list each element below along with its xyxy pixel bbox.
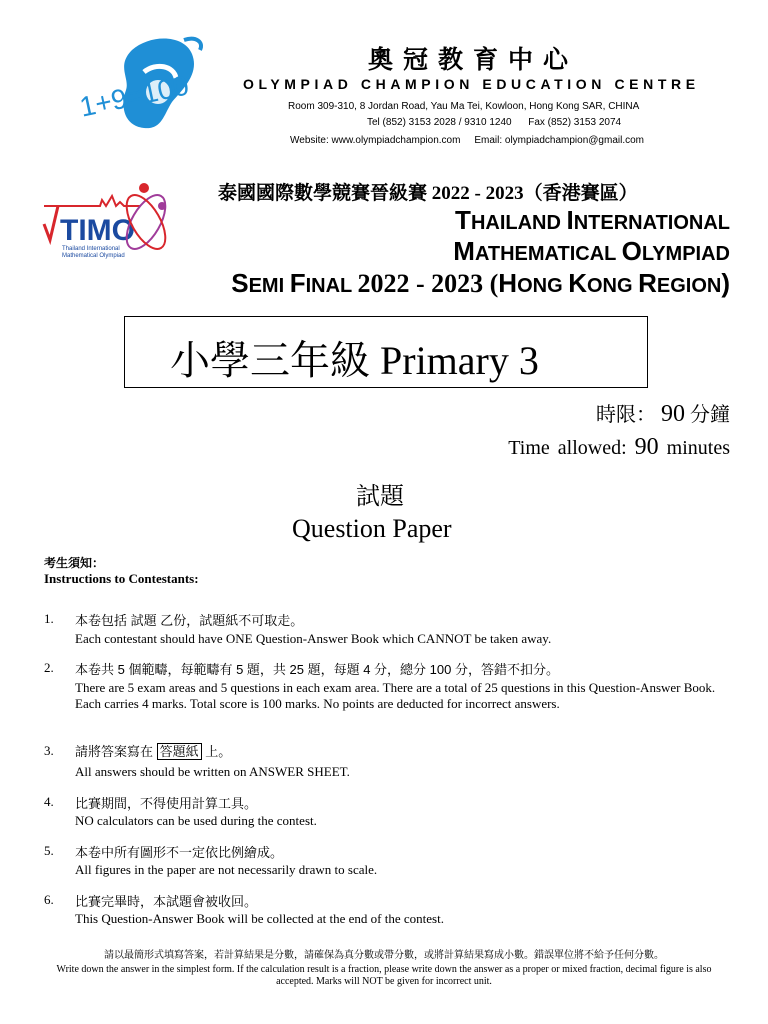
instruction-2-num: 2.: [44, 660, 54, 675]
instruction-6-num: 6.: [44, 892, 54, 907]
instruction-1-num: 1.: [44, 611, 54, 626]
instruction-4-cn: 比賽期間，不得使用計算工具。: [75, 796, 258, 811]
org-name-en: OLYMPIAD CHAMPION EDUCATION CENTRE: [243, 76, 700, 92]
time-cn-value: 90: [661, 401, 685, 427]
instruction-2-en: There are 5 exam areas and 5 questions in each exam area. There are a total of 25 questions in this Question-Answer Book. Each carries 4 marks. Total score is 100 marks. No points are deducted for incorrect answers.: [75, 680, 716, 711]
website-email: Website: www.olympiadchampion.com Email: olympiadchampion@gmail.com: [290, 135, 644, 146]
contest-title-en-line2: MATHEMATICAL OLYMPIAD: [453, 236, 730, 266]
instruction-1-en: Each contestant should have ONE Question-Answer Book which CANNOT be taken away.: [75, 631, 552, 646]
contest-title-en-line1: THAILAND INTERNATIONAL: [455, 205, 730, 235]
time-allowed-cn: [596, 398, 730, 428]
instruction-5-en: All figures in the paper are not necessarily drawn to scale.: [75, 862, 378, 877]
answer-sheet-boxed: 答題紙: [157, 743, 202, 760]
instruction-1-cn: 本卷包括 試題 乙份，試題紙不可取走。: [75, 613, 304, 628]
timo-logo-sub1: Thailand International: [62, 246, 120, 252]
time-cn-label: 時限：: [596, 404, 656, 426]
time-en-label: Time allowed:: [508, 437, 627, 459]
instruction-4-en: NO calculators can be used during the contest.: [75, 813, 317, 828]
timo-logo-text: TIMO: [60, 214, 135, 247]
footer-note-cn: 請以最簡形式填寫答案，若計算結果是分數，請確保為真分數或帶分數，或將計算結果寫成小數。錯誤單位將不給予任何分數。: [104, 950, 664, 961]
instruction-5-num: 5.: [44, 843, 54, 858]
org-name-cn: 奧冠教育中心: [368, 47, 579, 74]
instruction-5-cn: 本卷中所有圖形不一定依比例繪成。: [75, 845, 284, 860]
instructions-heading-en: Instructions to Contestants:: [44, 571, 199, 586]
instruction-3-cn-after: 上。: [205, 744, 232, 759]
contest-title-en-line3: SEMI FINAL 2022 - 2023 (HONG KONG REGION): [231, 268, 730, 298]
time-en-unit: minutes: [666, 437, 730, 459]
instruction-3-num: 3.: [44, 743, 54, 758]
instruction-6-cn: 比賽完畢時，本試題會被收回。: [75, 894, 258, 909]
timo-logo-sub2: Mathematical Olympiad: [62, 253, 125, 259]
olympiad-champion-logo: [72, 32, 232, 132]
logo-formula: 1+9=100: [76, 69, 192, 123]
contest-title-cn: 泰國國際數學競賽晉級賽 2022 - 2023（香港賽區）: [218, 183, 638, 204]
grade-label: 小學三年級 Primary 3: [170, 338, 539, 383]
instruction-3-cn-before: 請將答案寫在: [75, 744, 154, 759]
instruction-3-en: All answers should be written on ANSWER SHEET.: [75, 764, 350, 779]
timo-logo: [40, 176, 188, 266]
time-allowed-en: [508, 434, 730, 461]
instruction-3-cn: [75, 741, 231, 760]
instruction-4-num: 4.: [44, 794, 54, 809]
instruction-2-cn: 本卷共 5 個範疇，每範疇有 5 題，共 25 題，每題 4 分，總分 100 分，答錯不扣分。: [75, 662, 559, 677]
paper-title-cn: 試題: [356, 484, 404, 510]
footer-note-en: Write down the answer in the simplest form. If the calculation result is a fraction, please write down the answer as a proper or mixed fraction, decimal figure is also accepted. Marks will NOT be given for incorrect unit.: [56, 964, 712, 987]
tel-fax: Tel (852) 3153 2028 / 9310 1240 Fax (852) 3153 2074: [367, 117, 622, 128]
time-en-value: 90: [634, 434, 659, 460]
instruction-6-en: This Question-Answer Book will be collected at the end of the contest.: [75, 911, 444, 926]
time-cn-unit: 分鐘: [690, 404, 730, 426]
instructions-heading-cn: 考生須知：: [44, 556, 105, 570]
address: Room 309-310, 8 Jordan Road, Yau Ma Tei, Kowloon, Hong Kong SAR, CHINA: [288, 101, 640, 112]
paper-title-en: Question Paper: [292, 514, 452, 543]
